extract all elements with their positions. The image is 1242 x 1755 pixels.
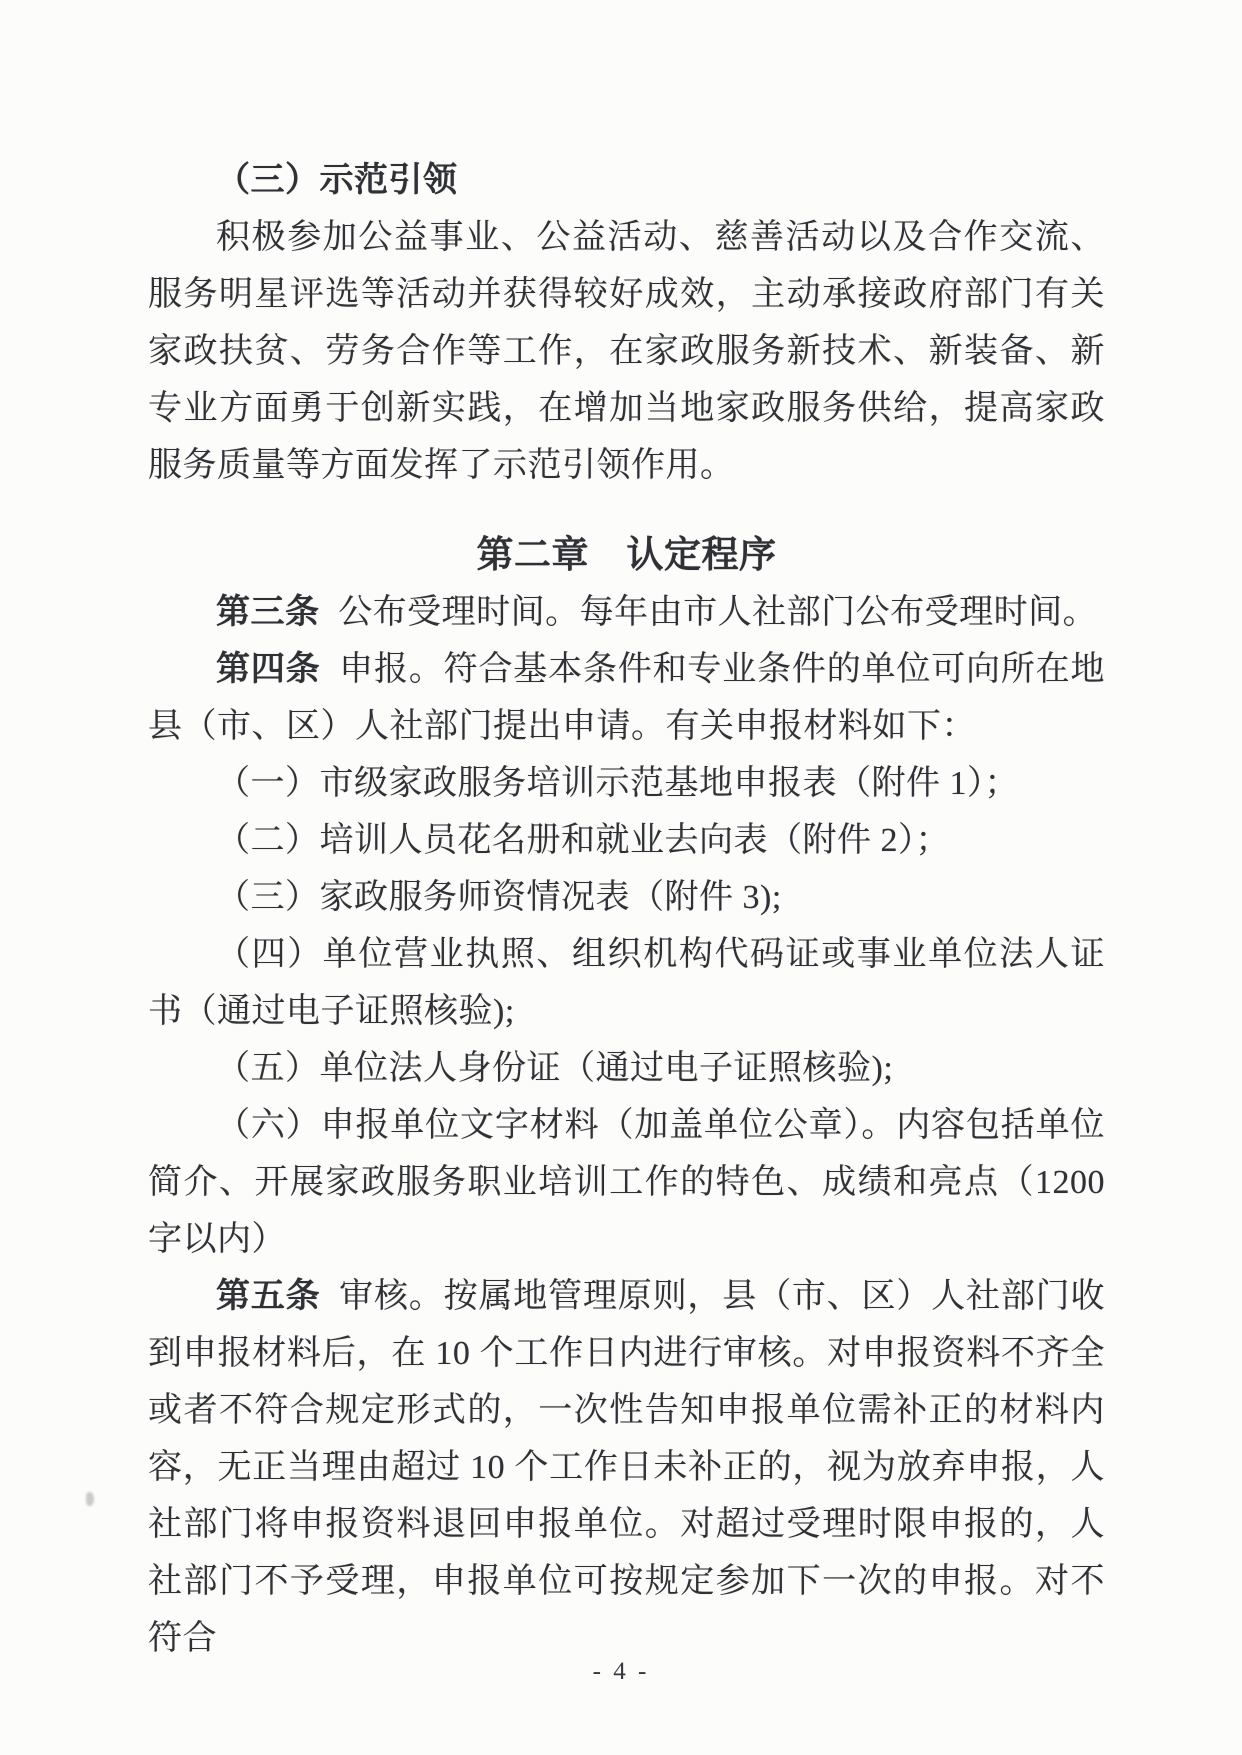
material-item-2: （二）培训人员花名册和就业去向表（附件 2）； xyxy=(216,822,950,859)
material-item-3: （三）家政服务师资情况表（附件 3); xyxy=(216,879,782,916)
material-item-1: （一）市级家政服务培训示范基地申报表（附件 1）； xyxy=(216,765,1019,802)
article-3-text: 公布受理时间。每年由市人社部门公布受理时间。 xyxy=(338,594,1098,631)
article-5-label: 第五条 xyxy=(216,1278,321,1315)
article-3-paragraph xyxy=(148,584,1105,641)
material-item-5: （五）单位法人身份证（通过电子证照核验); xyxy=(216,1050,894,1087)
article-3-label: 第三条 xyxy=(216,594,320,631)
page-number: - 4 - xyxy=(592,1658,650,1685)
material-item-4: （四）单位营业执照、组织机构代码证或事业单位法人证书（通过电子证照核验); xyxy=(148,936,1105,1030)
scan-artifact xyxy=(86,1492,94,1506)
article-5-text: 审核。按属地管理原则，县（市、区）人社部门收到申报材料后，在 10 个工作日内进行审核。对申报资料不齐全或者不符合规定形式的，一次性告知申报单位需补正的材料内容，无正当理由超过 10 个工作日未补正的，视为放弃申报，人社部门将申报资料退回申报单位。对超过受理时限申报的，人社部门不予受理，申报单位可按规定参加下一次的申报。对不符合 xyxy=(148,1278,1106,1657)
article-5-paragraph xyxy=(148,1268,1105,1667)
section-heading: （三）示范引领 xyxy=(216,162,458,199)
chapter-heading: 第二章 认定程序 xyxy=(476,535,777,576)
article-4-text: 申报。符合基本条件和专业条件的单位可向所在地县（市、区）人社部门提出申请。有关申报材料如下： xyxy=(148,651,1106,745)
article-4-label: 第四条 xyxy=(216,651,321,688)
section-paragraph: 积极参加公益事业、公益活动、慈善活动以及合作交流、服务明星评选等活动并获得较好成效，主动承接政府部门有关家政扶贫、劳务合作等工作，在家政服务新技术、新装备、新专业方面勇于创新实践，在增加当地家政服务供给，提高家政服务质量等方面发挥了示范引领作用。 xyxy=(148,219,1105,484)
material-item-6: （六）申报单位文字材料（加盖单位公章）。内容包括单位简介、开展家政服务职业培训工作的特色、成绩和亮点（1200 字以内） xyxy=(148,1107,1105,1258)
document-body xyxy=(148,152,1105,1667)
article-4-paragraph xyxy=(148,641,1105,755)
